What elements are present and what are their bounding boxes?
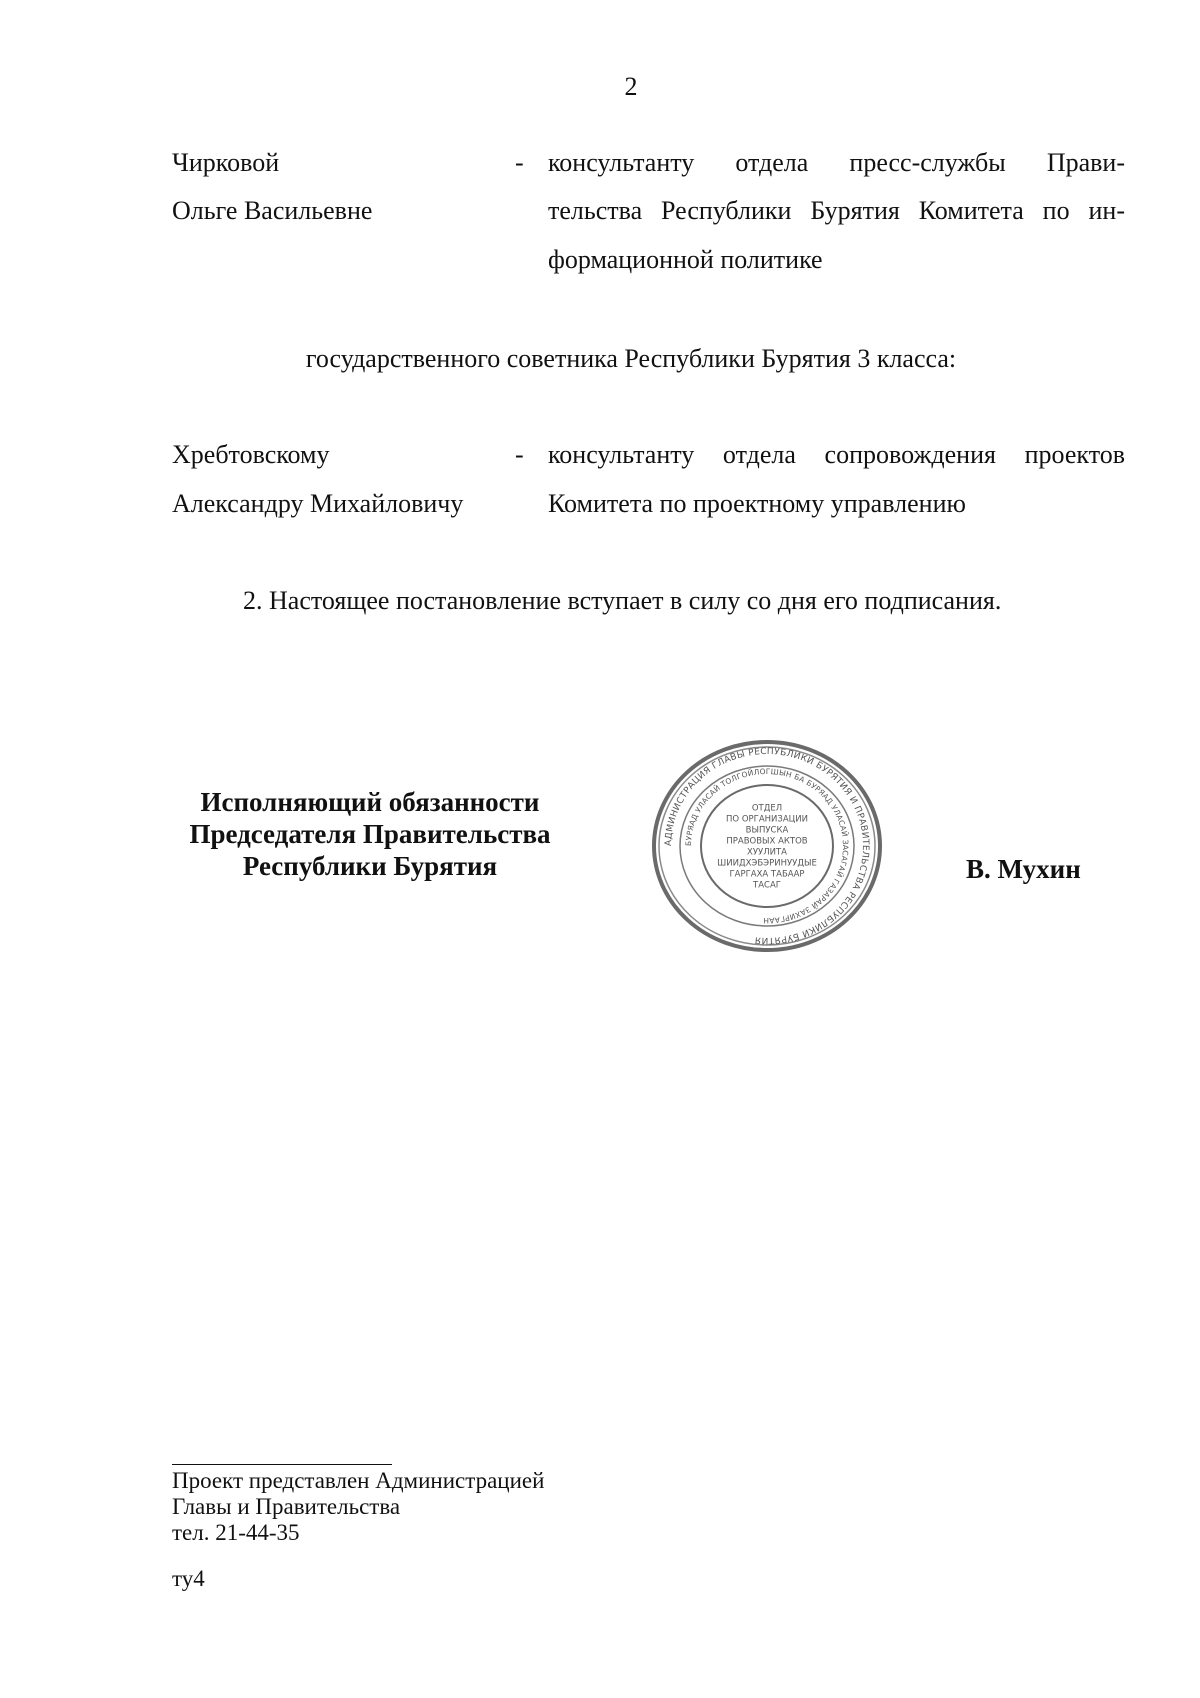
seal-center-line: ГАРГАХА ТАБААР <box>729 869 805 880</box>
signer-name: В. Мухин <box>966 854 1081 884</box>
appointee-surname: Хребтовскому <box>172 440 330 469</box>
dash-separator: - <box>515 440 524 469</box>
signatory-title-line: Республики Бурятия <box>242 851 498 881</box>
rank-heading: государственного советника Республики Бурятия 3 класса: <box>305 344 957 373</box>
appointee-given-names: Ольге Васильевне <box>172 196 373 225</box>
seal-center-line: ХУУЛИТА <box>747 847 787 858</box>
footer-phone: тел. 21-44-35 <box>172 1520 300 1545</box>
position-line-2: Комитета по проектному управлению <box>548 489 966 518</box>
signatory-title <box>160 786 580 882</box>
position-line-3: формационной политике <box>548 245 823 274</box>
seal-center-line: ВЫПУСКА <box>745 825 789 836</box>
position-line-2: тельства Республики Бурятия Комитета по ин- <box>548 196 1125 225</box>
signatory-title-line: Исполняющий обязанности <box>200 787 540 817</box>
signatory-title-line: Председателя Правительства <box>189 819 551 849</box>
appointee-surname: Чирковой <box>172 148 280 177</box>
footer-rule <box>172 1464 392 1465</box>
seal-center-line: ОТДЕЛ <box>751 803 783 814</box>
appointee-given-names: Александру Михайловичу <box>172 489 464 518</box>
seal-graphic <box>649 739 885 953</box>
seal-center-line: ПРАВОВЫХ АКТОВ <box>726 836 808 847</box>
position-line-1: консультанту отдела пресс-службы Прави- <box>548 148 1125 177</box>
seal-center-line: ТАСАГ <box>753 880 781 891</box>
svg-text:БУРЯАД УЛАСАЙ ТОЛГОЙЛОГШЫН БА: БУРЯАД УЛАСАЙ ТОЛГОЙЛОГШЫН БА БУРЯАД УЛАСАЙ ЗАСАГАЙ ГАЗАРАЙ ЗАХИРГААН <box>683 766 851 926</box>
position-line-1: консультанту отдела сопровождения проектов <box>548 440 1125 469</box>
seal-center-line: ШИИДХЭБЭРИНУУДЫЕ <box>717 858 817 869</box>
footer-line: Проект представлен Администрацией <box>172 1468 545 1493</box>
footer-line: Главы и Правительства <box>172 1494 401 1519</box>
seal-center-line: ПО ОРГАНИЗАЦИИ <box>726 814 808 825</box>
clause-2: 2. Настоящее постановление вступает в силу со дня его подписания. <box>243 586 1002 615</box>
footer-code: ту4 <box>172 1566 205 1591</box>
page-number: 2 <box>624 72 638 101</box>
official-seal <box>649 739 885 953</box>
dash-separator: - <box>515 148 524 177</box>
svg-text:АДМИНИСТРАЦИЯ ГЛАВЫ РЕСПУБЛИКИ: АДМИНИСТРАЦИЯ ГЛАВЫ РЕСПУБЛИКИ БУРЯТИЯ И ПРАВИТЕЛЬСТВА РЕСПУБЛИКИ БУРЯТИЯ <box>663 746 871 946</box>
